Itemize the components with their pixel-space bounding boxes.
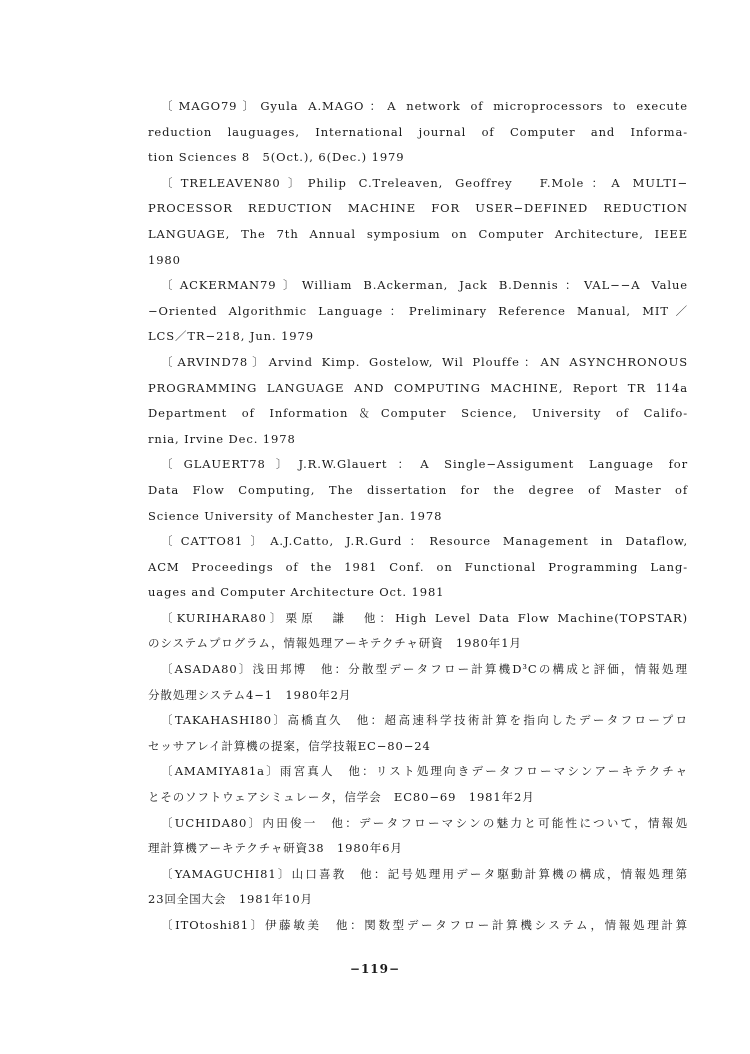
reference-line: rnia, Irvine Dec. 1978 (148, 431, 296, 446)
reference-line: tion Sciences 8 5(Oct.), 6(Dec.) 1979 (148, 150, 405, 165)
reference-line: 1980 (148, 252, 181, 267)
reference-line: とそのソフトウェアシミュレータ，信学会 EC80−69 1981年2月 (148, 790, 535, 805)
reference-line: 〔ITOtoshi81〕伊藤敏美 他：関数型データフロー計算機システム，情報処理計算 (161, 918, 688, 932)
reference-entry-yamaguchi81 (148, 862, 688, 913)
reference-entry-catto81 (148, 529, 688, 606)
reference-line: LANGUAGE, The 7th Annual symposium on Computer Architecture, IEEE (148, 226, 688, 241)
reference-line: 〔TRELEAVEN80〕Philip C.Treleaven, Geoffrey F.Mole：A MULTI− (161, 175, 688, 190)
reference-line: −Oriented Algorithmic Language：Preliminary Reference Manual, MIT／ (148, 303, 688, 318)
reference-entry-kurihara80 (148, 606, 688, 657)
reference-line: 〔UCHIDA80〕内田俊一 他：データフローマシンの魅力と可能性について，情報処 (161, 815, 688, 830)
reference-line: 理計算機アーキテクチャ研資38 1980年6月 (148, 841, 403, 856)
reference-line: 〔GLAUERT78〕J.R.W.Glauert：A Single−Assigument Language for (161, 457, 688, 472)
reference-line: Department of Information＆Computer Science, University of Califo- (148, 406, 688, 421)
reference-line: 〔ARVIND78〕Arvind Kimp. Gostelow, Wil Plouffe：AN ASYNCHRONOUS (161, 354, 688, 369)
reference-line: 〔ASADA80〕浅田邦博 他：分散型データフロー計算機D³Cの構成と評価，情報処理 (161, 662, 688, 677)
reference-line: 23回全国大会 1981年10月 (148, 892, 313, 907)
reference-entry-takahashi80 (148, 708, 688, 759)
reference-line: のシステムプログラム，情報処理アーキテクチャ研資 1980年1月 (148, 636, 522, 651)
reference-entry-mago79 (148, 94, 688, 171)
reference-entry-ackerman79 (148, 273, 688, 350)
reference-line: reduction lauguages, International journal of Computer and Informa- (148, 124, 688, 139)
reference-line: 〔AMAMIYA81a〕雨宮真人 他：リスト処理向きデータフローマシンアーキテクチャ (161, 764, 688, 779)
reference-list (148, 94, 688, 939)
reference-line: 〔KURIHARA80〕栗原 謙 他：High Level Data Flow Machine(TOPSTAR) (161, 610, 688, 625)
reference-line: 〔TAKAHASHI80〕高橋直久 他：超高速科学技術計算を指向したデータフロープロ (161, 713, 688, 728)
reference-line: 〔MAGO79〕Gyula A.MAGO：A network of microprocessors to execute (161, 99, 688, 113)
reference-entry-uchida80 (148, 811, 688, 862)
reference-line: uages and Computer Architecture Oct. 1981 (148, 585, 445, 600)
reference-entry-asada80 (148, 657, 688, 708)
reference-entry-arvind78 (148, 350, 688, 452)
reference-line: ACM Proceedings of the 1981 Conf. on Functional Programming Lang- (148, 559, 688, 574)
reference-line: 分散処理システム4−1 1980年2月 (148, 687, 352, 702)
reference-entry-itotoshi81 (148, 913, 688, 939)
reference-line: 〔YAMAGUCHI81〕山口喜教 他：記号処理用データ駆動計算機の構成，情報処理第 (161, 866, 688, 881)
reference-line: 〔ACKERMAN79〕William B.Ackerman, Jack B.Dennis：VAL−−A Value (161, 278, 688, 293)
reference-line: Science University of Manchester Jan. 1978 (148, 508, 443, 523)
reference-entry-glauert78 (148, 452, 688, 529)
reference-line: セッサアレイ計算機の提案，信学技報EC−80−24 (148, 738, 431, 753)
reference-entry-treleaven80 (148, 171, 688, 273)
reference-line: 〔CATTO81〕A.J.Catto, J.R.Gurd：Resource Management in Dataflow, (161, 534, 688, 549)
reference-line: PROGRAMMING LANGUAGE AND COMPUTING MACHINE, Report TR 114a (148, 380, 688, 395)
reference-line: Data Flow Computing, The dissertation for the degree of Master of (148, 482, 688, 497)
reference-line: PROCESSOR REDUCTION MACHINE FOR USER−DEFINED REDUCTION (148, 201, 688, 216)
reference-line: LCS／TR−218, Jun. 1979 (148, 329, 314, 344)
reference-entry-amamiya81a (148, 759, 688, 810)
page-number: −119− (349, 962, 401, 976)
